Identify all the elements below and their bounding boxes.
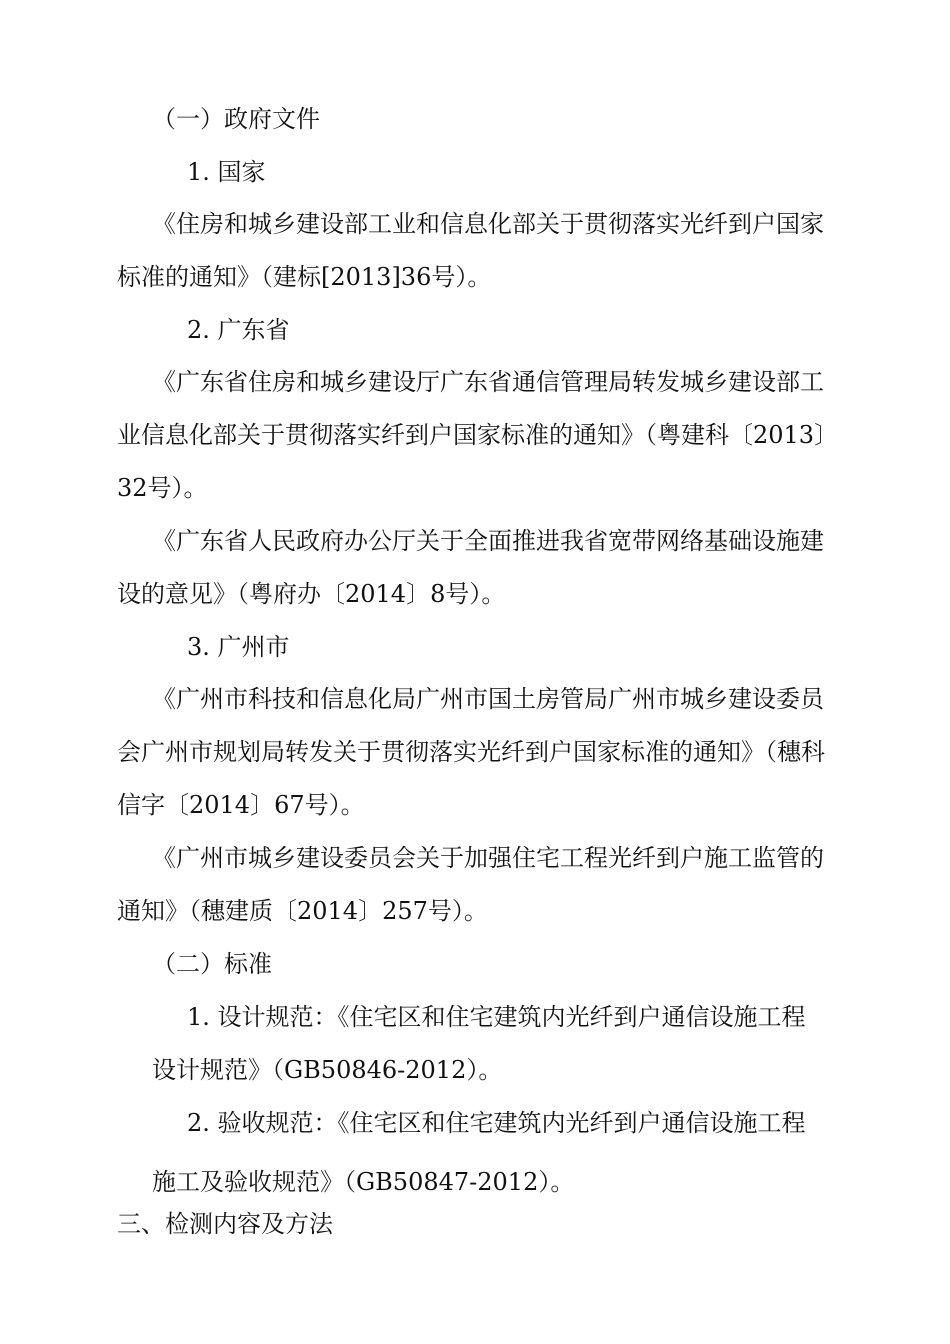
section-heading-standards: （二）标准 bbox=[152, 950, 272, 978]
doc-entry-text: 业信息化部关于贯彻落实纤到户国家标准的通知》（粤建科〔2013〕 bbox=[117, 421, 839, 449]
section-heading-government-docs: （一）政府文件 bbox=[152, 105, 320, 133]
doc-entry-text: 《住房和城乡建设部工业和信息化部关于贯彻落实光纤到户国家 bbox=[152, 210, 824, 238]
doc-entry-text: 《广东省人民政府办公厅关于全面推进我省宽带网络基础设施建 bbox=[152, 527, 824, 555]
standard-entry-text: 2. 验收规范：《住宅区和住宅建筑内光纤到户通信设施工程 bbox=[187, 1109, 806, 1137]
doc-entry-text: 《广州市科技和信息化局广州市国土房管局广州市城乡建设委员 bbox=[152, 685, 824, 713]
doc-entry-text: 会广州市规划局转发关于贯彻落实光纤到户国家标准的通知》（穗科 bbox=[117, 738, 825, 766]
standard-entry-text: 施工及验收规范》（GB50847-2012）。 bbox=[152, 1168, 575, 1196]
subheading-guangzhou: 3. 广州市 bbox=[187, 633, 290, 661]
doc-entry-text: 32号）。 bbox=[117, 474, 208, 502]
standard-entry-text: 1. 设计规范：《住宅区和住宅建筑内光纤到户通信设施工程 bbox=[187, 1003, 806, 1031]
doc-entry-text: 标准的通知》（建标[2013]36号）。 bbox=[117, 263, 492, 291]
doc-entry-text: 通知》（穗建质〔2014〕257号）。 bbox=[117, 897, 488, 925]
chapter-heading-test-methods: 三、检测内容及方法 bbox=[117, 1210, 333, 1238]
doc-entry-text: 《广东省住房和城乡建设厅广东省通信管理局转发城乡建设部工 bbox=[152, 368, 824, 396]
doc-entry-text: 《广州市城乡建设委员会关于加强住宅工程光纤到户施工监管的 bbox=[152, 844, 824, 872]
doc-entry-text: 设的意见》（粤府办〔2014〕8号）。 bbox=[117, 580, 506, 608]
standard-entry-text: 设计规范》（GB50846-2012）。 bbox=[152, 1056, 503, 1084]
doc-entry-text: 信字〔2014〕67号）。 bbox=[117, 791, 365, 819]
subheading-guangdong: 2. 广东省 bbox=[187, 316, 290, 344]
subheading-national: 1. 国家 bbox=[187, 158, 266, 186]
